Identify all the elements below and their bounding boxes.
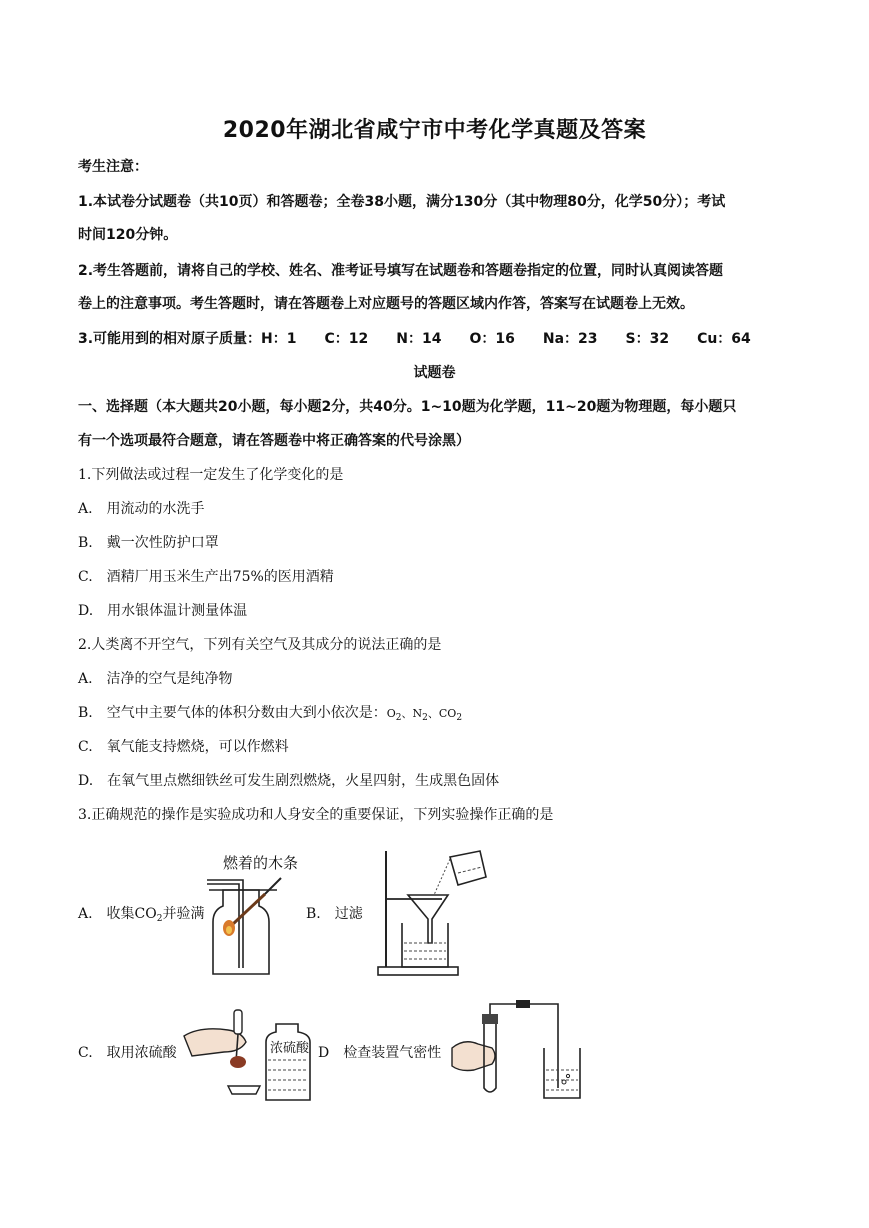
q2-option-b-text: B. 空气中主要气体的体积分数由大到小依次是：	[78, 705, 387, 721]
q2-co-subscript: 2	[456, 713, 463, 723]
dropper-tip-drop	[230, 1056, 246, 1068]
notice-item-1-line-1: 1.本试卷分试题卷（共10页）和答题卷；全卷38小题，满分130分（其中物理80分，化学50分）；考试	[78, 194, 726, 210]
q3-stem: 3.正确规范的操作是实验成功和人身安全的重要保证，下列实验操作正确的是	[78, 807, 554, 823]
q2-stem: 2.人类离不开空气，下列有关空气及其成分的说法正确的是	[78, 637, 442, 653]
notice-item-2-line-1: 2.考生答题前，请将自己的学校、姓名、准考证号填写在试题卷和答题卷指定的位置，同时认真阅读答题	[78, 263, 724, 279]
figure-a-co2-collection	[205, 848, 305, 980]
figure-d-airtightness	[448, 996, 592, 1104]
q3-option-a-prefix: A. 收集CO	[78, 906, 157, 922]
q3-option-b: B. 过滤	[306, 906, 363, 922]
part1-instructions-line-2: 有一个选项最符合题意，请在答题卷中将正确答案的代号涂黑）	[78, 433, 470, 449]
beaker	[402, 923, 448, 967]
notice-heading: 考生注意：	[78, 159, 148, 175]
bubble-icon	[562, 1080, 566, 1084]
stopper-dish	[228, 1086, 260, 1094]
q3-option-a	[78, 903, 204, 924]
stick-handle	[265, 878, 281, 894]
hand-icon	[452, 1042, 495, 1071]
pouring-beaker	[450, 851, 486, 885]
stand-base	[378, 967, 458, 975]
figure-a-caption: 燃着的木条	[223, 854, 299, 872]
q2-o-symbol: O	[386, 707, 396, 720]
page-title: 2020年湖北省咸宁市中考化学真题及答案	[222, 118, 647, 143]
notice-item-1-line-2: 时间120分钟。	[78, 227, 178, 243]
q2-option-a: A. 洁净的空气是纯净物	[78, 671, 233, 687]
q3-option-c: C. 取用浓硫酸	[78, 1045, 177, 1061]
q2-option-d: D. 在氧气里点燃细铁丝可发生剧烈燃烧，火星四射，生成黑色固体	[78, 773, 500, 789]
q2-option-b	[78, 704, 462, 727]
liquid-stream	[434, 859, 450, 895]
notice-item-3: 3.可能用到的相对原子质量：H：1 C：12 N：14 O：16 Na：23 S：32 Cu：64	[78, 331, 751, 347]
stopper	[482, 1014, 498, 1024]
delivery-tube	[490, 1004, 558, 1088]
q2-n-subscript: 2	[422, 713, 428, 723]
pouring-liquid	[458, 867, 482, 873]
burning-stick	[233, 894, 265, 924]
figure-c-dropper	[180, 996, 330, 1106]
notice-item-2-line-2: 卷上的注意事项。考生答题时，请在答题卷上对应题号的答题区域内作答，答案写在试题卷上无效。	[78, 296, 694, 312]
q3-option-a-subscript: 2	[156, 914, 163, 924]
q2-n-symbol: 、N	[401, 707, 423, 720]
q3-option-a-suffix: 并验满	[162, 906, 205, 922]
q1-option-b: B. 戴一次性防护口罩	[78, 535, 219, 551]
q3-option-d: D 检查装置气密性	[318, 1045, 442, 1061]
figure-b-filtration	[372, 843, 492, 979]
q2-co-symbol: 、CO	[427, 707, 457, 720]
flame-core-icon	[226, 926, 232, 934]
q1-option-c: C. 酒精厂用玉米生产出75%的医用酒精	[78, 569, 334, 585]
bubble-icon-2	[566, 1074, 569, 1077]
dropper-bulb	[234, 1010, 242, 1034]
gas-bottle	[213, 890, 269, 974]
q1-option-a: A. 用流动的水洗手	[78, 501, 205, 517]
acid-bottle	[266, 1024, 310, 1100]
funnel	[408, 895, 448, 943]
q1-option-d: D. 用水银体温计测量体温	[78, 603, 248, 619]
rubber-connector	[516, 1000, 530, 1008]
part1-instructions-line-1: 一、选择题（本大题共20小题，每小题2分，共40分。1~10题为化学题，11~20题为物理题，每小题只	[78, 399, 737, 415]
q2-option-c: C. 氧气能支持燃烧，可以作燃料	[78, 739, 289, 755]
q2-o2	[386, 707, 463, 723]
section-label: 试题卷	[413, 365, 456, 381]
q2-o-subscript: 2	[395, 713, 402, 723]
acid-bottle-label: 浓硫酸	[270, 1041, 310, 1056]
q1-stem: 1.下列做法或过程一定发生了化学变化的是	[78, 467, 344, 483]
